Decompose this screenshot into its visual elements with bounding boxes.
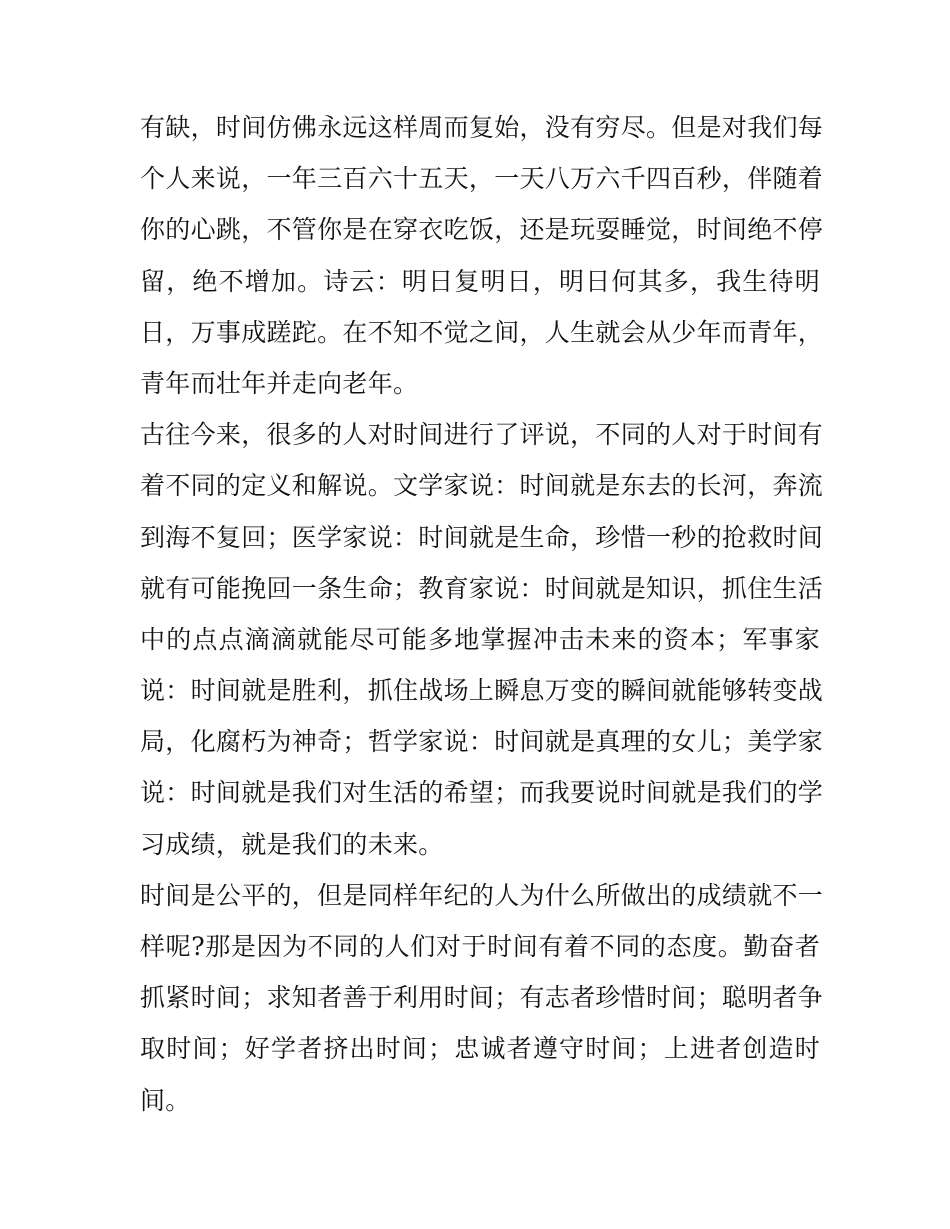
text-line: 留，绝不增加。诗云：明日复明日，明日何其多，我生待明	[140, 266, 820, 296]
text-line: 个人来说，一年三百六十五天，一天八万六千四百秒，伴随着	[140, 164, 824, 194]
text-line: 样呢?那是因为不同的人们对于时间有着不同的态度。勤奋者	[140, 932, 820, 961]
text-line: 时间是公平的，但是同样年纪的人为什么所做出的成绩就不一	[140, 880, 824, 910]
text-line: 青年而壮年并走向老年。	[140, 368, 419, 398]
text-line: 就有可能挽回一条生命；教育家说：时间就是知识，抓住生活	[140, 573, 824, 603]
text-line: 间。	[140, 1085, 191, 1115]
text-line: 你的心跳，不管你是在穿衣吃饭，还是玩耍睡觉，时间绝不停	[140, 215, 824, 245]
text-line: 古往今来，很多的人对时间进行了评说，不同的人对于时间有	[140, 420, 824, 450]
text-line: 到海不复回；医学家说：时间就是生命，珍惜一秒的抢救时间	[140, 522, 824, 552]
paragraph-3	[140, 870, 824, 1126]
text-line: 中的点点滴滴就能尽可能多地掌握冲击未来的资本；军事家	[140, 624, 820, 654]
document-body	[140, 102, 824, 1126]
text-line: 着不同的定义和解说。文学家说：时间就是东去的长河，奔流	[140, 471, 824, 501]
paragraph-1	[140, 102, 824, 409]
text-line: 说：时间就是我们对生活的希望；而我要说时间就是我们的学	[140, 778, 824, 808]
text-line: 日，万事成蹉跎。在不知不觉之间，人生就会从少年而青年，	[140, 317, 824, 347]
text-line: 习成绩，就是我们的未来。	[140, 829, 444, 859]
paragraph-2	[140, 409, 824, 870]
text-line: 有缺，时间仿佛永远这样周而复始，没有穷尽。但是对我们每	[140, 113, 824, 142]
text-line: 说：时间就是胜利，抓住战场上瞬息万变的瞬间就能够转变战	[140, 676, 824, 706]
text-line: 取时间；好学者挤出时间；忠诚者遵守时间；上进者创造时	[140, 1034, 820, 1064]
text-line: 抓紧时间；求知者善于利用时间；有志者珍惜时间；聪明者争	[140, 983, 824, 1013]
text-line: 局，化腐朽为神奇；哲学家说：时间就是真理的女儿；美学家	[140, 727, 824, 757]
